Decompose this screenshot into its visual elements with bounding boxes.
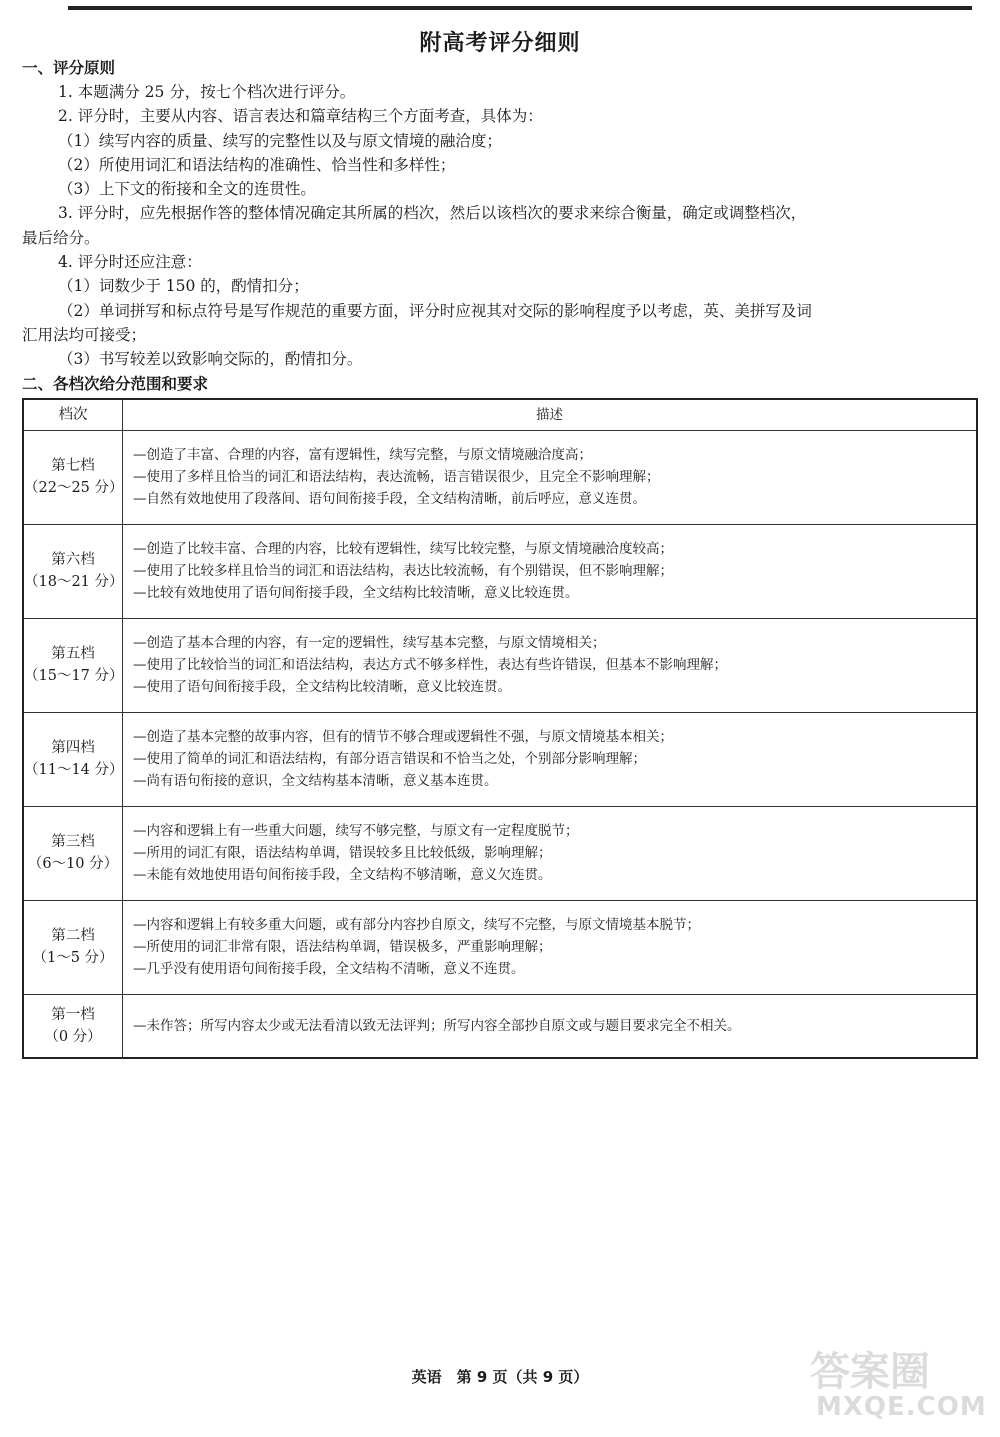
level-cell (24, 619, 123, 712)
principle-line: （2）所使用词汇和语法结构的准确性、恰当性和多样性； (58, 155, 456, 174)
principle-line: 4. 评分时还应注意： (58, 253, 202, 272)
watermark-text: 答案圈 (810, 1349, 930, 1395)
description-line: —未能有效地使用语句间衔接手段，全文结构不够清晰，意义欠连贯。 (133, 867, 552, 884)
level-cell (24, 901, 123, 994)
description-line: —使用了比较恰当的词汇和语法结构，表达方式不够多样性，表达有些许错误，但基本不影响理解； (133, 657, 727, 674)
level-name: 第三档 (51, 834, 95, 851)
description-line: —创造了丰富、合理的内容，富有逻辑性，续写完整，与原文情境融洽度高； (133, 447, 592, 464)
table-row (24, 806, 976, 900)
level-name: 第一档 (51, 1006, 95, 1023)
description-line: —创造了基本合理的内容，有一定的逻辑性，续写基本完整，与原文情境相关； (133, 635, 606, 652)
principle-line: 汇用法均可接受； (22, 325, 147, 344)
description-cell (123, 431, 976, 524)
description-line: —使用了多样且恰当的词汇和语法结构，表达流畅，语言错误很少，且完全不影响理解； (133, 469, 660, 486)
table-row (24, 994, 976, 1057)
section-heading-principles: 一、评分原则 (22, 59, 116, 77)
level-range: （22～25 分） (24, 480, 124, 497)
description-line: —未作答；所写内容太少或无法看清以致无法评判；所写内容全部抄自原文或与题目要求完全不相关。 (133, 1017, 741, 1034)
section-heading-levels: 二、各档次给分范围和要求 (22, 374, 209, 393)
description-cell (123, 713, 976, 806)
description-line: —自然有效地使用了段落间、语句间衔接手段，全文结构清晰，前后呼应，意义连贯。 (133, 491, 646, 508)
description-line: —使用了简单的词汇和语法结构，有部分语言错误和不恰当之处，个别部分影响理解； (133, 751, 646, 768)
level-cell (24, 431, 123, 524)
scoring-table (22, 398, 978, 1059)
description-line: —内容和逻辑上有较多重大问题，或有部分内容抄自原文，续写不完整，与原文情境基本脱节； (133, 917, 700, 934)
description-cell (123, 807, 976, 900)
description-line: —内容和逻辑上有一些重大问题，续写不够完整，与原文有一定程度脱节； (133, 823, 579, 840)
level-name: 第七档 (51, 458, 95, 475)
description-cell (123, 901, 976, 994)
description-line: —使用了语句间衔接手段，全文结构比较清晰，意义比较连贯。 (133, 679, 511, 696)
table-row (24, 618, 976, 712)
table-row (24, 430, 976, 524)
principle-line: （3）上下文的衔接和全文的连贯性。 (58, 180, 316, 199)
level-cell (24, 525, 123, 618)
level-range: （15～17 分） (24, 668, 124, 685)
header-description: 描述 (536, 406, 563, 423)
header-level: 档次 (24, 400, 123, 430)
principle-line: （1）词数少于 150 的，酌情扣分； (58, 277, 309, 296)
level-range: （1～5 分） (32, 950, 114, 967)
level-range: （18～21 分） (24, 574, 124, 591)
description-line: —尚有语句衔接的意识，全文结构基本清晰，意义基本连贯。 (133, 773, 498, 790)
level-cell (24, 995, 123, 1057)
table-row (24, 712, 976, 806)
principle-line: 1. 本题满分 25 分，按七个档次进行评分。 (58, 83, 356, 101)
table-row (24, 900, 976, 994)
principle-line: （3）书写较差以致影响交际的，酌情扣分。 (58, 350, 363, 369)
principle-line: （2）单词拼写和标点符号是写作规范的重要方面，评分时应视其对交际的影响程度予以考虑，英、美拼写及词 (58, 301, 812, 320)
level-range: （11～14 分） (24, 762, 124, 779)
watermark-domain: MXQE.COM (816, 1392, 987, 1422)
principle-line: 2. 评分时，主要从内容、语言表达和篇章结构三个方面考查，具体为： (58, 107, 543, 126)
table-header-row (24, 400, 976, 430)
description-line: —创造了基本完整的故事内容，但有的情节不够合理或逻辑性不强，与原文情境基本相关； (133, 729, 673, 746)
description-line: —所使用的词汇非常有限，语法结构单调，错误极多，严重影响理解； (133, 939, 552, 956)
principle-line: 3. 评分时，应先根据作答的整体情况确定其所属的档次，然后以该档次的要求来综合衡量，确定或调整档次， (58, 204, 807, 223)
table-row (24, 524, 976, 618)
level-name: 第四档 (51, 740, 95, 757)
level-range: （0 分） (44, 1028, 102, 1045)
description-line: —所用的词汇有限，语法结构单调，错误较多且比较低级，影响理解； (133, 845, 552, 862)
description-line: —几乎没有使用语句间衔接手段，全文结构不清晰，意义不连贯。 (133, 961, 525, 978)
principle-line: 最后给分。 (22, 228, 100, 247)
level-name: 第五档 (51, 646, 95, 663)
description-cell (123, 619, 976, 712)
level-cell (24, 807, 123, 900)
description-line: —使用了比较多样且恰当的词汇和语法结构，表达比较流畅，有个别错误，但不影响理解； (133, 563, 673, 580)
level-name: 第六档 (51, 552, 95, 569)
watermark-logo (800, 1340, 987, 1430)
document-body (22, 56, 978, 1059)
description-line: —比较有效地使用了语句间衔接手段，全文结构比较清晰，意义比较连贯。 (133, 585, 579, 602)
description-line: —创造了比较丰富、合理的内容，比较有逻辑性，续写比较完整，与原文情境融洽度较高； (133, 541, 673, 558)
level-name: 第二档 (51, 928, 95, 945)
description-cell (123, 995, 976, 1057)
level-cell (24, 713, 123, 806)
principle-line: （1）续写内容的质量、续写的完整性以及与原文情境的融洽度； (58, 131, 502, 150)
page-title: 附高考评分细则 (419, 31, 581, 56)
page-footer: 英语 第 9 页（共 9 页） (411, 1368, 589, 1386)
description-cell (123, 525, 976, 618)
level-range: （6～10 分） (27, 856, 119, 873)
top-rule (68, 6, 972, 10)
